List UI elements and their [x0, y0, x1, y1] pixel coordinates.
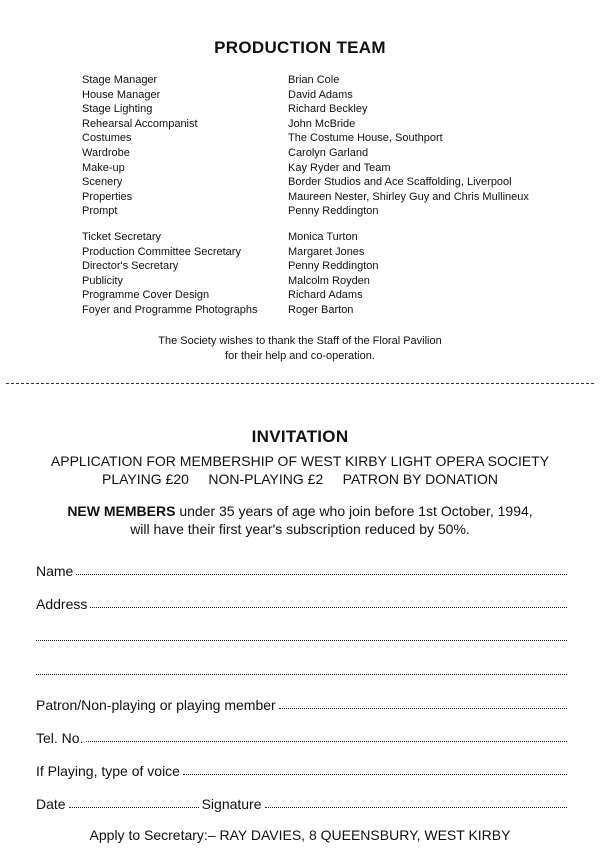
credit-role: Costumes	[82, 132, 132, 145]
membership-type-line[interactable]	[279, 707, 567, 709]
new-members-line-2: will have their first year's subscription reduced by 50%.	[130, 521, 470, 537]
tel-label: Tel. No.	[36, 730, 84, 746]
credit-row	[82, 73, 529, 88]
credits-group-1	[82, 73, 529, 219]
credit-role: Properties	[82, 190, 133, 203]
credit-name: David Adams	[288, 88, 353, 101]
credit-role: Programme Cover Design	[82, 289, 210, 302]
address-field[interactable]	[36, 594, 567, 612]
credit-row	[82, 274, 379, 289]
credit-name: Richard Beckley	[288, 103, 368, 116]
tel-line[interactable]	[86, 740, 567, 742]
membership-type-label: Patron/Non-playing or playing member	[36, 697, 276, 713]
thanks-line: for their help and co-operation.	[225, 350, 375, 362]
credit-row	[82, 245, 379, 260]
credit-role: Rehearsal Accompanist	[82, 117, 198, 130]
credit-name: Margaret Jones	[288, 245, 365, 258]
new-members-note	[0, 502, 600, 538]
credit-row	[82, 204, 529, 219]
date-signature-field[interactable]	[36, 794, 567, 812]
production-team-title: PRODUCTION TEAM	[214, 38, 386, 57]
credit-name: Malcolm Royden	[288, 274, 370, 287]
credit-name: Brian Cole	[288, 74, 340, 86]
credit-role: Prompt	[82, 205, 118, 218]
credits-group-2	[82, 230, 379, 318]
voice-label: If Playing, type of voice	[36, 763, 180, 779]
credit-name: Kay Ryder and Team	[288, 161, 391, 174]
credit-name: Carolyn Garland	[288, 146, 369, 159]
address-line-3-dots[interactable]	[36, 673, 567, 675]
credit-row	[82, 288, 379, 303]
voice-line[interactable]	[183, 773, 567, 775]
address-line-2-dots[interactable]	[36, 639, 567, 641]
credit-role: Foyer and Programme Photographs	[82, 303, 258, 316]
membership-fees: PLAYING £20 NON-PLAYING £2 PATRON BY DONATION	[102, 471, 498, 487]
credit-row	[82, 230, 379, 245]
new-members-emphasis: NEW MEMBERS	[67, 503, 176, 519]
date-label: Date	[36, 796, 66, 812]
credit-role: House Manager	[82, 88, 161, 101]
credit-name: Penny Reddington	[288, 205, 379, 218]
credit-role: Ticket Secretary	[82, 231, 162, 243]
credit-role: Production Committee Secretary	[82, 245, 241, 258]
invitation-title: INVITATION	[251, 427, 349, 446]
name-label: Name	[36, 563, 74, 579]
credit-name: Richard Adams	[288, 289, 363, 302]
signature-label: Signature	[201, 796, 262, 812]
application-heading: APPLICATION FOR MEMBERSHIP OF WEST KIRBY LIGHT OPERA SOCIETY	[50, 453, 550, 469]
tel-field[interactable]	[36, 728, 567, 746]
credit-row	[82, 131, 529, 146]
credit-row	[82, 117, 529, 132]
credit-row	[82, 190, 529, 205]
signature-line[interactable]	[265, 806, 567, 808]
credit-role: Stage Lighting	[82, 103, 153, 116]
credit-role: Make-up	[82, 161, 125, 174]
credit-row	[82, 175, 529, 190]
credit-row	[82, 146, 529, 161]
date-line[interactable]	[69, 806, 199, 808]
credit-name: Roger Barton	[288, 303, 354, 316]
new-members-line-1	[0, 502, 600, 520]
credit-row	[82, 259, 379, 274]
thanks-note	[0, 334, 600, 364]
credit-role: Scenery	[82, 176, 123, 189]
new-members-text: under 35 years of age who join before 1st October, 1994,	[175, 503, 533, 519]
thanks-line: The Society wishes to thank the Staff of the Floral Pavilion	[158, 335, 442, 347]
name-line[interactable]	[76, 573, 567, 575]
name-field[interactable]	[36, 561, 567, 579]
credit-name: Monica Turton	[288, 231, 358, 243]
credit-row	[82, 88, 529, 103]
membership-type-field[interactable]	[36, 695, 567, 713]
credit-role: Stage Manager	[82, 74, 158, 86]
tear-off-divider	[6, 383, 594, 384]
address-line[interactable]	[90, 606, 567, 608]
address-label: Address	[36, 596, 88, 612]
credit-name: The Costume House, Southport	[288, 132, 443, 145]
credit-row	[82, 161, 529, 176]
credit-role: Wardrobe	[82, 146, 130, 159]
credit-name: Maureen Nester, Shirley Guy and Chris Mullineux	[288, 190, 529, 203]
address-line-3[interactable]	[36, 661, 567, 679]
credit-row	[82, 102, 529, 117]
credit-name: Border Studios and Ace Scaffolding, Liverpool	[288, 176, 512, 189]
credit-name: Penny Reddington	[288, 260, 379, 273]
credit-row	[82, 303, 379, 318]
credit-role: Publicity	[82, 274, 123, 287]
voice-field[interactable]	[36, 761, 567, 779]
credit-role: Director's Secretary	[82, 260, 179, 273]
credit-name: John McBride	[288, 117, 356, 130]
address-line-2[interactable]	[36, 627, 567, 645]
apply-to-secretary: Apply to Secretary:– RAY DAVIES, 8 QUEENSBURY, WEST KIRBY	[89, 827, 511, 843]
